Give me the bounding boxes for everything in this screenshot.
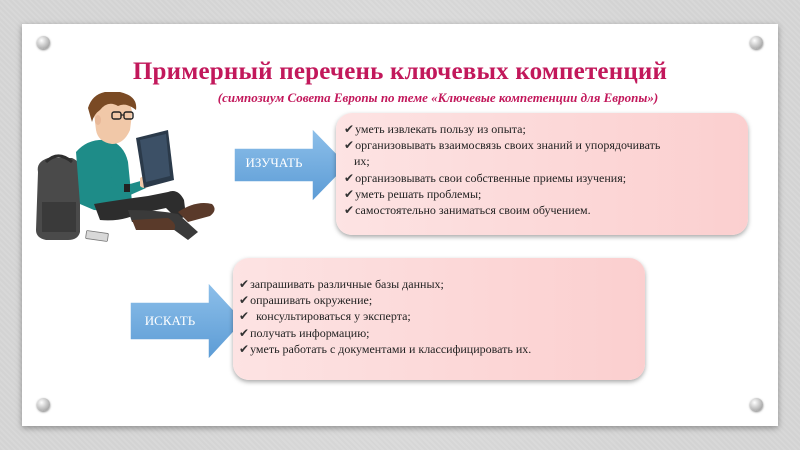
study-list — [344, 121, 744, 218]
check-icon: ✔ — [344, 138, 355, 153]
list-item: ✔опрашивать окружение; — [239, 293, 373, 308]
pin-top-left — [37, 36, 50, 49]
check-icon: ✔ — [239, 293, 250, 308]
check-icon: ✔ — [344, 122, 355, 136]
pin-bottom-right — [750, 398, 763, 411]
list-item: ✔организовывать свои собственные приемы изучения; — [344, 170, 627, 185]
list-item: ✔уметь решать проблемы; — [344, 186, 482, 201]
page-title: Примерный перечень ключевых компетенций — [132, 58, 668, 85]
check-icon: ✔ — [344, 186, 355, 201]
list-item: ✔организовывать взаимосвязь своих знаний и упорядочивать — [344, 138, 661, 153]
check-icon: ✔ — [239, 277, 250, 291]
check-icon: ✔ — [239, 341, 250, 356]
study-panel — [336, 113, 748, 235]
search-list — [239, 276, 639, 357]
check-icon: ✔ — [344, 203, 355, 218]
list-item: ✔получать информацию; — [239, 325, 370, 340]
pin-bottom-left — [37, 398, 50, 411]
list-item: ✔самостоятельно заниматься своим обучением. — [344, 203, 591, 218]
list-item: их; — [354, 154, 370, 169]
list-item: ✔запрашивать различные базы данных; — [239, 277, 444, 291]
list-item: ✔уметь работать с документами и классифицировать их. — [239, 341, 532, 356]
study-label: ИЗУЧАТЬ — [245, 155, 303, 170]
search-panel — [233, 258, 645, 380]
list-item: ✔ консультироваться у эксперта; — [239, 309, 411, 324]
pin-top-right — [750, 36, 763, 49]
list-item: ✔уметь извлекать пользу из опыта; — [344, 122, 526, 136]
check-icon: ✔ — [239, 309, 250, 324]
student-reading-illustration — [28, 92, 228, 250]
check-icon: ✔ — [344, 170, 355, 185]
check-icon: ✔ — [239, 325, 250, 340]
page-subtitle: (симпозиум Совета Европы по теме «Ключевые компетенции для Европы») — [217, 90, 659, 105]
search-label: ИСКАТЬ — [144, 313, 196, 328]
